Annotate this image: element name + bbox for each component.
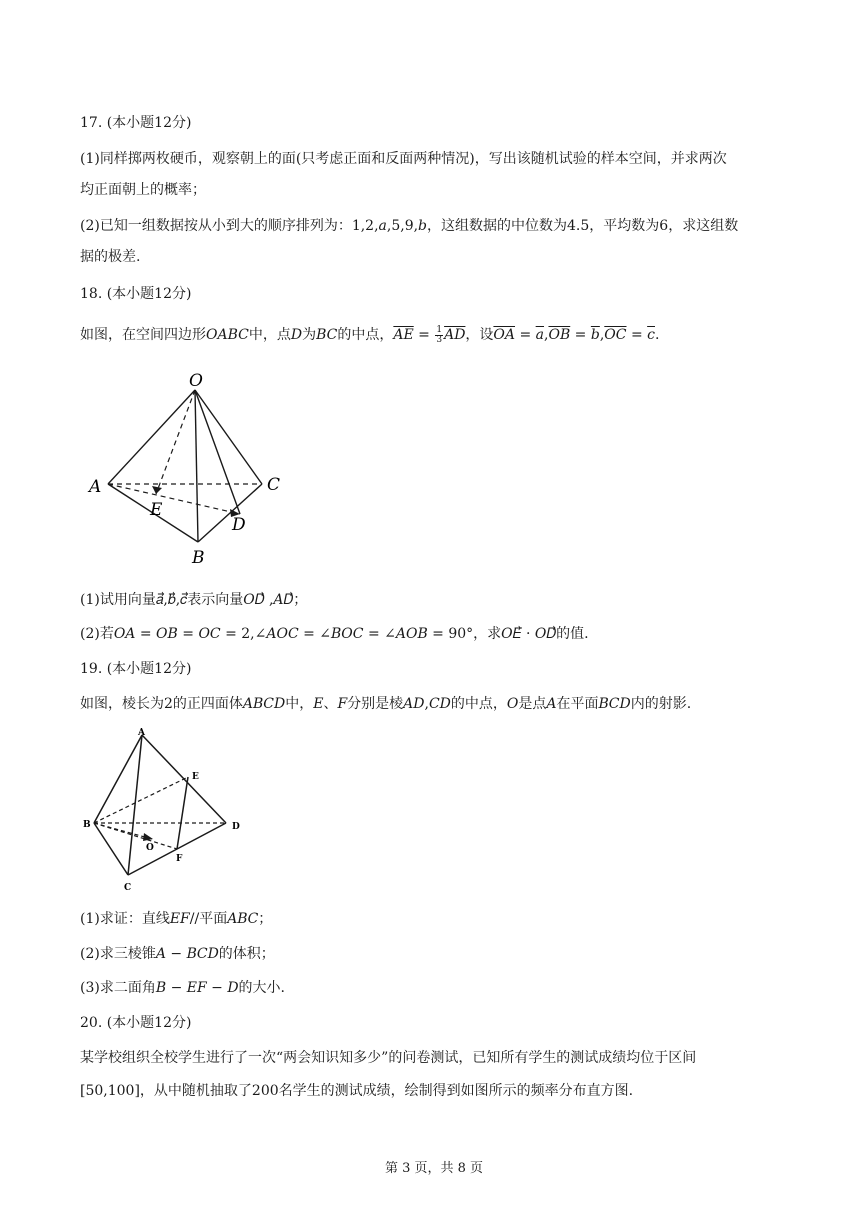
segment-oe-dashed <box>156 390 195 494</box>
label-e: E <box>192 772 199 782</box>
label-o: O <box>189 371 203 391</box>
q17-part2-line1: (2)已知一组数据按从小到大的顺序排列为：1,2,𝑎,5,9,𝑏，这组数据的中位数为4.5，平均数为6，求这组数 <box>80 218 739 234</box>
q17-part1-line1: (1)同样掷两枚硬币，观察朝上的面(只考虑正面和反面两种情况)，写出该随机试验的样本空间，并求两次 <box>80 151 727 167</box>
equals-sign: = <box>570 327 591 343</box>
q19-stem: 如图，棱长为2的正四面体𝐴𝐵𝐶𝐷中，𝐸、𝐹分别是棱𝐴𝐷,𝐶𝐷的中点，𝑂是点𝐴在平面𝐵𝐶𝐷内的射影. <box>80 696 692 712</box>
q18-part1: (1)试用向量𝑎⃗,𝑏⃗,𝑐⃗表示向量𝑂𝐷⃗ ,𝐴𝐷⃗； <box>80 592 308 608</box>
comma: , <box>544 327 549 343</box>
vector-c: $\overline{c}$ <box>647 327 655 343</box>
segment-bf-dashed <box>94 823 177 849</box>
equals-sign: = <box>413 327 435 343</box>
q20-line2: [50,100]，从中随机抽取了200名学生的测试成绩，绘制得到如图所示的频率分布直方图. <box>80 1083 634 1099</box>
q17-part1-line2: 均正面朝上的概率； <box>80 182 206 198</box>
q18-stem <box>80 322 659 348</box>
label-a: A <box>138 728 145 738</box>
q18-stem-text: 的中点， <box>337 327 394 343</box>
q17-header: 17. (本小题12分) <box>80 115 192 131</box>
q18-tetrahedron-figure <box>80 362 300 572</box>
fraction-one-third <box>435 326 443 345</box>
label-f: F <box>176 854 183 864</box>
q20-header: 20. (本小题12分) <box>80 1015 192 1031</box>
vector-ae: $\overline{AE}$ <box>393 327 414 343</box>
q19-header: 19. (本小题12分) <box>80 661 192 677</box>
vector-ob: $\overline{OB}$ <box>548 327 571 343</box>
edge-od <box>195 390 240 514</box>
label-a: A <box>89 477 102 497</box>
q18-stem-math: OABC <box>206 327 249 343</box>
period: . <box>654 327 660 343</box>
label-c: C <box>267 475 281 495</box>
vector-a: $\overline{a}$ <box>535 327 545 343</box>
edge-bc <box>198 484 262 542</box>
label-e: E <box>150 500 163 520</box>
q19-part3: (3)求二面角𝐵 − 𝐸𝐹 − 𝐷的大小. <box>80 980 285 996</box>
label-b: B <box>192 548 205 568</box>
edge-oc <box>195 390 262 484</box>
vector-ad: $\overline{AD}$ <box>444 327 466 343</box>
fraction-denominator: 3 <box>436 334 443 345</box>
q18-stem-text: ，设 <box>465 327 494 343</box>
edge-oa <box>108 390 195 484</box>
q18-stem-text: 中，点 <box>248 327 291 343</box>
segment-ef <box>177 777 188 849</box>
q20-line1: 某学校组织全校学生进行了一次“两会知识知多少”的问卷测试，已知所有学生的测试成绩均位于区间 <box>80 1050 697 1066</box>
equals-sign: = <box>626 327 648 343</box>
page-footer: 第 3 页，共 8 页 <box>384 1161 484 1176</box>
label-b: B <box>83 820 91 830</box>
segment-ad-dashed <box>108 484 240 514</box>
comma: , <box>599 327 605 343</box>
label-d: D <box>232 515 246 535</box>
q18-stem-math: BC <box>316 327 338 343</box>
q17-part2-line2: 据的极差. <box>80 249 141 265</box>
label-o: O <box>146 843 154 853</box>
q19-tetrahedron-figure <box>80 725 260 895</box>
label-d: D <box>232 822 240 832</box>
q18-stem-text: 为 <box>302 327 317 343</box>
edge-ob <box>195 390 198 542</box>
q18-header: 18. (本小题12分) <box>80 286 192 302</box>
label-c: C <box>124 883 132 893</box>
arrow-e <box>152 486 162 494</box>
q19-part2: (2)求三棱锥𝐴 − 𝐵𝐶𝐷的体积； <box>80 946 275 962</box>
equals-sign: = <box>515 327 536 343</box>
vector-b: $\overline{b}$ <box>590 327 600 343</box>
q18-part2: (2)若𝑂𝐴 = 𝑂𝐵 = 𝑂𝐶 = 2,∠𝐴𝑂𝐶 = ∠𝐵𝑂𝐶 = ∠𝐴𝑂𝐵 = 90°，求𝑂𝐸⃗ · 𝑂𝐷⃗的值. <box>80 626 589 642</box>
vector-oa: $\overline{OA}$ <box>493 327 516 343</box>
fraction-numerator: 1 <box>436 324 443 335</box>
vector-oc: $\overline{OC}$ <box>604 327 627 343</box>
q19-part1: (1)求证：直线𝐸𝐹//平面𝐴𝐵𝐶； <box>80 911 273 927</box>
segment-be-dashed <box>94 777 188 823</box>
arrow-o <box>143 833 153 841</box>
q18-stem-math: D <box>290 327 303 343</box>
q18-stem-text: 如图，在空间四边形 <box>80 327 206 343</box>
